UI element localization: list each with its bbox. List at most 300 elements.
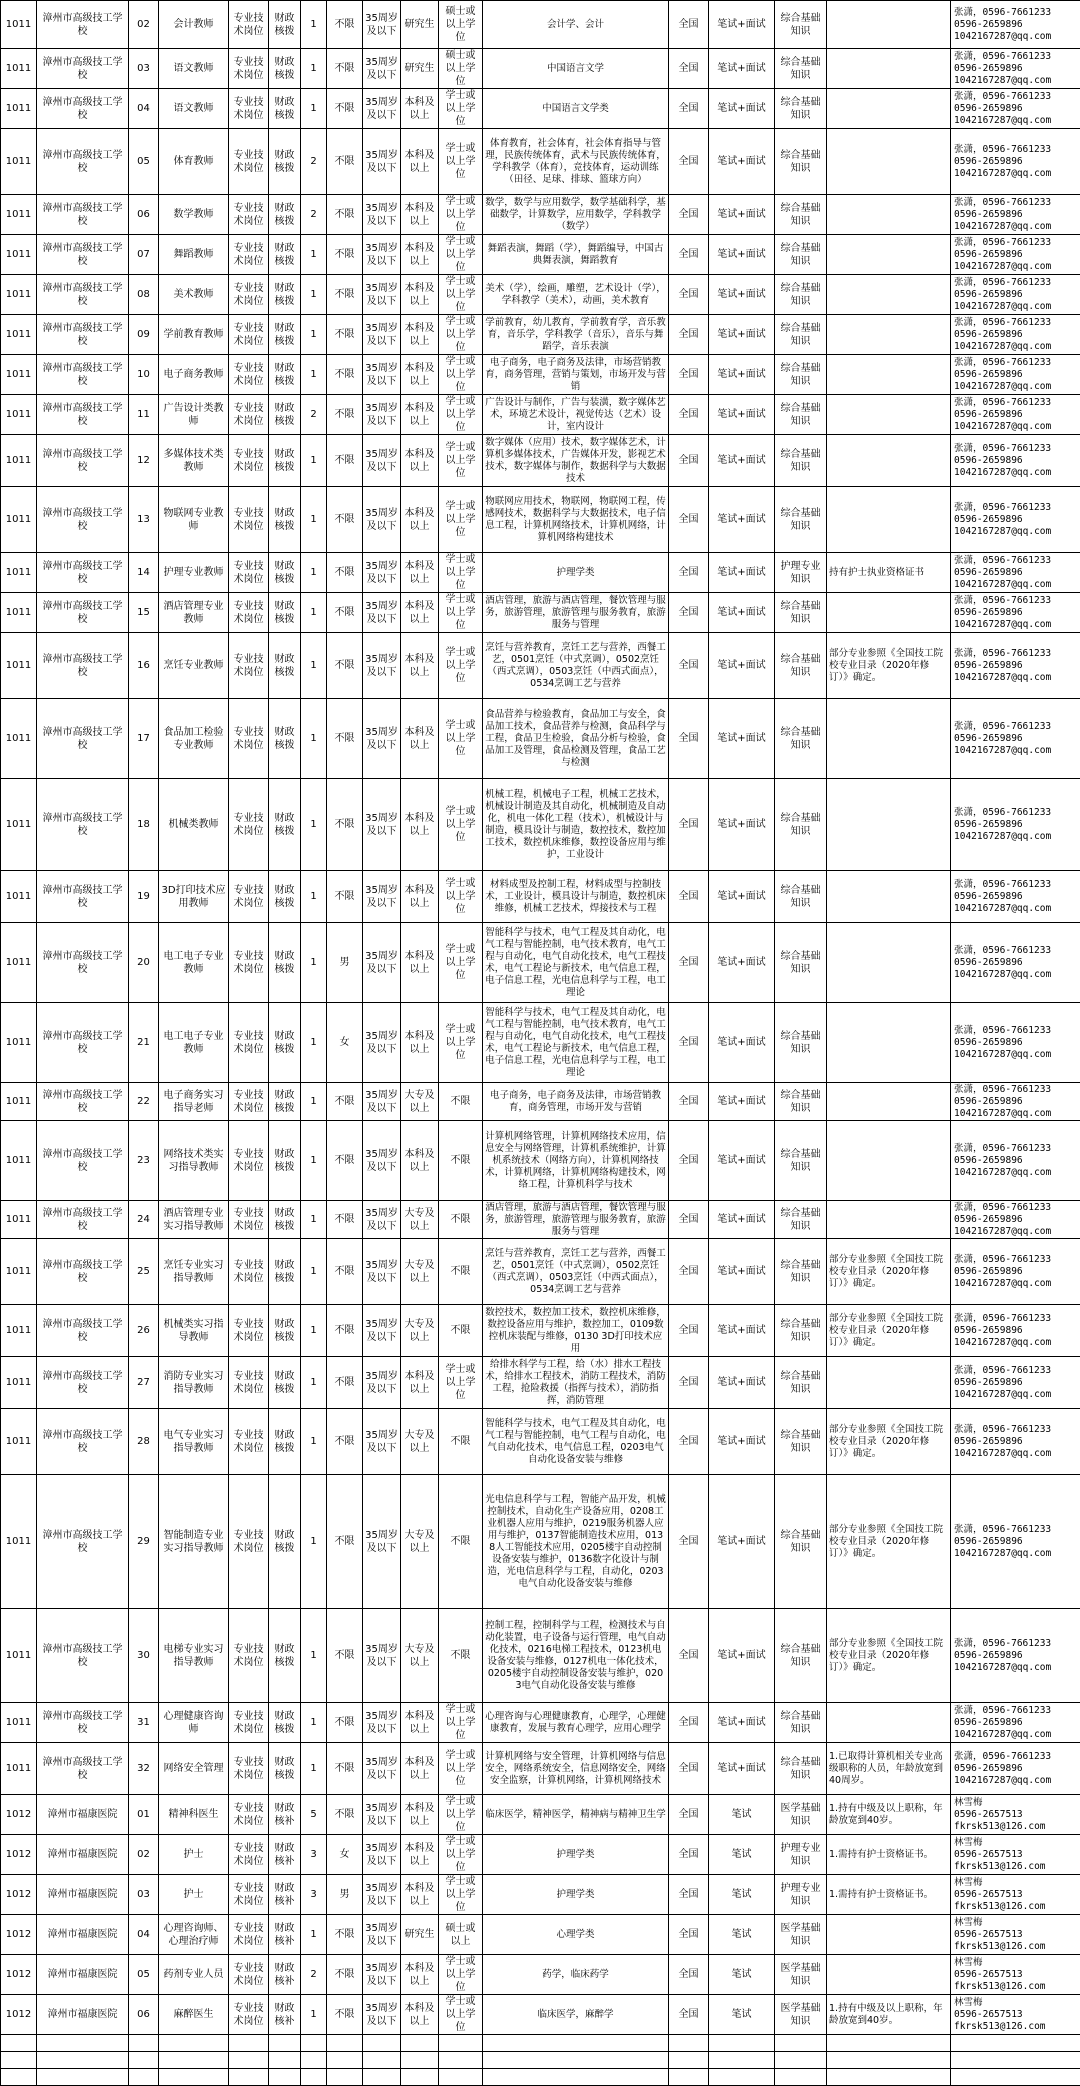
- age-cell: 35周岁及以下: [363, 553, 401, 593]
- post-code-cell: 29: [129, 1475, 159, 1609]
- exam-subject-cell: 综合基础知识: [775, 593, 827, 633]
- unit-name-cell: 漳州市高级技工学校: [37, 395, 129, 435]
- hire-count-cell: 1: [301, 1357, 327, 1409]
- contact-email: 1042167287@qq.com: [954, 619, 1078, 631]
- contact-cell: [951, 1875, 1080, 1915]
- exam-method-cell: 笔试+面试: [709, 1409, 775, 1475]
- contact-email: fkrsk513@126.com: [954, 1821, 1078, 1833]
- education-cell: 研究生: [401, 49, 439, 89]
- contact-cell: [951, 355, 1080, 395]
- contact-phone: 0596-2659896: [954, 1436, 1078, 1448]
- note-cell: [827, 779, 951, 871]
- contact-phone: 0596-2659896: [954, 156, 1078, 168]
- age-cell: 35周岁及以下: [363, 1915, 401, 1955]
- table-row: [1, 1995, 1080, 2035]
- contact-cell: [951, 1795, 1080, 1835]
- note-cell: [827, 699, 951, 779]
- gender-cell: 不限: [327, 49, 363, 89]
- age-cell: 35周岁及以下: [363, 395, 401, 435]
- hire-count-cell: 1: [301, 89, 327, 129]
- contact-email: 1042167287@qq.com: [954, 1167, 1078, 1179]
- unit-code-cell: 1011: [1, 1305, 37, 1357]
- table-row: [1, 1703, 1080, 1743]
- age-cell: 35周岁及以下: [363, 593, 401, 633]
- degree-cell: 学士或以上学位: [439, 235, 483, 275]
- unit-name-cell: 漳州市高级技工学校: [37, 315, 129, 355]
- gender-cell: 不限: [327, 553, 363, 593]
- table-row: [1, 1915, 1080, 1955]
- funding-cell: 财政核拨: [269, 1121, 301, 1201]
- unit-name-cell: 漳州市高级技工学校: [37, 593, 129, 633]
- table-row: [1, 1409, 1080, 1475]
- unit-code-cell: 1012: [1, 1835, 37, 1875]
- degree-cell: 学士或以上学位: [439, 487, 483, 553]
- funding-cell: 财政核拨: [269, 1, 301, 49]
- post-code-cell: 18: [129, 779, 159, 871]
- education-cell: 本科及以上: [401, 593, 439, 633]
- age-cell: 35周岁及以下: [363, 1121, 401, 1201]
- education-cell: 本科及以上: [401, 395, 439, 435]
- unit-code-cell: 1011: [1, 1, 37, 49]
- hire-count-cell: 1: [301, 553, 327, 593]
- contact-email: 1042167287@qq.com: [954, 1049, 1078, 1061]
- unit-code-cell: 1011: [1, 49, 37, 89]
- post-name-cell: 多媒体技术类教师: [159, 435, 229, 487]
- empty-cell: [1, 2052, 37, 2069]
- exam-method-cell: 笔试: [709, 1875, 775, 1915]
- contact-cell: [951, 49, 1080, 89]
- exam-method-cell: 笔试+面试: [709, 1003, 775, 1083]
- empty-cell: [363, 2069, 401, 2086]
- table-row: [1, 1121, 1080, 1201]
- exam-subject-cell: 医学基础知识: [775, 1955, 827, 1995]
- contact-email: 1042167287@qq.com: [954, 301, 1078, 313]
- age-cell: 35周岁及以下: [363, 1083, 401, 1121]
- note-cell: 部分专业参照《全国技工院校专业目录（2020年修订）》确定。: [827, 1475, 951, 1609]
- contact-email: fkrsk513@126.com: [954, 1941, 1078, 1953]
- contact-cell: [951, 1475, 1080, 1609]
- empty-cell: [301, 2069, 327, 2086]
- table-row: [1, 1357, 1080, 1409]
- exam-subject-cell: 综合基础知识: [775, 1083, 827, 1121]
- contact-phone: 0596-2659896: [954, 409, 1078, 421]
- contact-email: 1042167287@qq.com: [954, 579, 1078, 591]
- age-cell: 35周岁及以下: [363, 487, 401, 553]
- region-cell: 全国: [669, 129, 709, 195]
- post-type-cell: 专业技术岗位: [229, 1955, 269, 1995]
- contact-cell: [951, 89, 1080, 129]
- contact-email: 1042167287@qq.com: [954, 221, 1078, 233]
- region-cell: 全国: [669, 1409, 709, 1475]
- contact-name: 张潇，0596-7661233: [954, 144, 1078, 156]
- hire-count-cell: 1: [301, 1915, 327, 1955]
- age-cell: 35周岁及以下: [363, 1, 401, 49]
- exam-subject-cell: 医学基础知识: [775, 1795, 827, 1835]
- contact-name: 张潇，0596-7661233: [954, 1313, 1078, 1325]
- age-cell: 35周岁及以下: [363, 1703, 401, 1743]
- post-code-cell: 32: [129, 1743, 159, 1795]
- unit-name-cell: 漳州市高级技工学校: [37, 89, 129, 129]
- region-cell: 全国: [669, 315, 709, 355]
- degree-cell: 学士或以上学位: [439, 1955, 483, 1995]
- hire-count-cell: 1: [301, 1743, 327, 1795]
- empty-cell: [363, 2035, 401, 2052]
- hire-count-cell: 1: [301, 315, 327, 355]
- empty-cell: [1, 2035, 37, 2052]
- major-cell: 数字媒体（应用）技术，数字媒体艺术，计算机多媒体技术，广告媒体开发，影视艺术技术，数字媒体与制作，数据科学与大数据技术: [483, 435, 669, 487]
- major-cell: 电子商务，电子商务及法律，市场营销教育，商务管理，市场开发与营销: [483, 1083, 669, 1121]
- contact-phone: 0596-2659896: [954, 819, 1078, 831]
- table-row: [1, 129, 1080, 195]
- contact-name: 张潇，0596-7661233: [954, 397, 1078, 409]
- hire-count-cell: 1: [301, 1121, 327, 1201]
- contact-email: 1042167287@qq.com: [954, 1337, 1078, 1349]
- post-code-cell: 26: [129, 1305, 159, 1357]
- age-cell: 35周岁及以下: [363, 1835, 401, 1875]
- region-cell: 全国: [669, 1003, 709, 1083]
- empty-cell: [483, 2035, 669, 2052]
- post-type-cell: 专业技术岗位: [229, 1703, 269, 1743]
- contact-name: 张潇，0596-7661233: [954, 1202, 1078, 1214]
- contact-name: 张潇，0596-7661233: [954, 1143, 1078, 1155]
- gender-cell: 不限: [327, 355, 363, 395]
- unit-code-cell: 1011: [1, 699, 37, 779]
- education-cell: 大专及以上: [401, 1609, 439, 1703]
- age-cell: 35周岁及以下: [363, 1875, 401, 1915]
- contact-cell: [951, 1003, 1080, 1083]
- contact-phone: 0596-2659896: [954, 891, 1078, 903]
- post-code-cell: 21: [129, 1003, 159, 1083]
- education-cell: 本科及以上: [401, 315, 439, 355]
- note-cell: [827, 1915, 951, 1955]
- exam-subject-cell: 综合基础知识: [775, 1201, 827, 1239]
- contact-name: 张潇，0596-7661233: [954, 945, 1078, 957]
- exam-subject-cell: 综合基础知识: [775, 1305, 827, 1357]
- post-code-cell: 27: [129, 1357, 159, 1409]
- post-code-cell: 06: [129, 1995, 159, 2035]
- gender-cell: 不限: [327, 871, 363, 923]
- degree-cell: 学士或以上学位: [439, 195, 483, 235]
- major-cell: 临床医学，精神医学，精神病与精神卫生学: [483, 1795, 669, 1835]
- empty-cell: [159, 2035, 229, 2052]
- major-cell: 计算机网络管理，计算机网络技术应用，信息安全与网络管理，计算机系统维护，计算机系统技术（网络方向），计算机网络技术，计算机网络，计算机网络构建技术，网络工程，计算机科学与技术: [483, 1121, 669, 1201]
- region-cell: 全国: [669, 395, 709, 435]
- table-row: [1, 1201, 1080, 1239]
- post-type-cell: 专业技术岗位: [229, 593, 269, 633]
- funding-cell: 财政核补: [269, 1915, 301, 1955]
- post-code-cell: 25: [129, 1239, 159, 1305]
- major-cell: 心理咨询与心理健康教育，心理学，心理健康教育，发展与教育心理学，应用心理学: [483, 1703, 669, 1743]
- degree-cell: 不限: [439, 1409, 483, 1475]
- post-name-cell: 电工电子专业教师: [159, 1003, 229, 1083]
- table-row: [1, 1475, 1080, 1609]
- degree-cell: 学士或以上学位: [439, 553, 483, 593]
- contact-name: 张潇，0596-7661233: [954, 1524, 1078, 1536]
- major-cell: 酒店管理，旅游与酒店管理，餐饮管理与服务，旅游管理，旅游管理与服务教育，旅游服务与管理: [483, 1201, 669, 1239]
- education-cell: 本科及以上: [401, 129, 439, 195]
- unit-name-cell: 漳州市高级技工学校: [37, 1609, 129, 1703]
- contact-email: 1042167287@qq.com: [954, 421, 1078, 433]
- post-name-cell: 电子商务实习指导老师: [159, 1083, 229, 1121]
- hire-count-cell: 1: [301, 1995, 327, 2035]
- contact-phone: 0596-2659896: [954, 249, 1078, 261]
- region-cell: 全国: [669, 1083, 709, 1121]
- empty-cell: [327, 2052, 363, 2069]
- table-row: [1, 1835, 1080, 1875]
- post-name-cell: 机械类实习指导教师: [159, 1305, 229, 1357]
- contact-name: 张潇，0596-7661233: [954, 879, 1078, 891]
- education-cell: 本科及以上: [401, 355, 439, 395]
- contact-phone: 0596-2659896: [954, 63, 1078, 75]
- exam-subject-cell: 综合基础知识: [775, 1357, 827, 1409]
- education-cell: 本科及以上: [401, 699, 439, 779]
- major-cell: 药学，临床药学: [483, 1955, 669, 1995]
- empty-cell: [669, 2052, 709, 2069]
- note-cell: 1.需持有护士资格证书。: [827, 1875, 951, 1915]
- region-cell: 全国: [669, 699, 709, 779]
- degree-cell: 学士或以上学位: [439, 1995, 483, 2035]
- contact-cell: [951, 1083, 1080, 1121]
- contact-cell: [951, 195, 1080, 235]
- note-cell: [827, 1201, 951, 1239]
- contact-name: 张潇，0596-7661233: [954, 1751, 1078, 1763]
- note-cell: [827, 1, 951, 49]
- post-name-cell: 3D打印技术应用教师: [159, 871, 229, 923]
- unit-code-cell: 1011: [1, 1409, 37, 1475]
- hire-count-cell: 1: [301, 1475, 327, 1609]
- degree-cell: 学士或以上学位: [439, 89, 483, 129]
- unit-name-cell: 漳州市高级技工学校: [37, 1703, 129, 1743]
- post-type-cell: 专业技术岗位: [229, 1409, 269, 1475]
- degree-cell: 学士或以上学位: [439, 1003, 483, 1083]
- education-cell: 本科及以上: [401, 1875, 439, 1915]
- table-row: [1, 435, 1080, 487]
- age-cell: 35周岁及以下: [363, 1609, 401, 1703]
- funding-cell: 财政核拨: [269, 235, 301, 275]
- age-cell: 35周岁及以下: [363, 1955, 401, 1995]
- contact-cell: [951, 1121, 1080, 1201]
- hire-count-cell: 1: [301, 487, 327, 553]
- unit-name-cell: 漳州市高级技工学校: [37, 49, 129, 89]
- table-row: [1, 1083, 1080, 1121]
- degree-cell: 学士或以上学位: [439, 593, 483, 633]
- education-cell: 研究生: [401, 1, 439, 49]
- funding-cell: 财政核拨: [269, 195, 301, 235]
- age-cell: 35周岁及以下: [363, 1305, 401, 1357]
- note-cell: [827, 1121, 951, 1201]
- major-cell: 数控技术，数控加工技术，数控机床维修，数控设备应用与维护，数控加工，0109数控机床装配与维修，0130 3D打印技术应用: [483, 1305, 669, 1357]
- gender-cell: 不限: [327, 1795, 363, 1835]
- empty-row: [1, 2069, 1080, 2086]
- funding-cell: 财政核拨: [269, 1743, 301, 1795]
- post-code-cell: 10: [129, 355, 159, 395]
- age-cell: 35周岁及以下: [363, 355, 401, 395]
- contact-phone: 0596-2659896: [954, 1763, 1078, 1775]
- table-row: [1, 1795, 1080, 1835]
- education-cell: 本科及以上: [401, 1003, 439, 1083]
- funding-cell: 财政核拨: [269, 699, 301, 779]
- post-code-cell: 08: [129, 275, 159, 315]
- exam-subject-cell: 综合基础知识: [775, 699, 827, 779]
- post-type-cell: 专业技术岗位: [229, 49, 269, 89]
- gender-cell: 不限: [327, 89, 363, 129]
- post-code-cell: 28: [129, 1409, 159, 1475]
- exam-method-cell: 笔试+面试: [709, 1, 775, 49]
- age-cell: 35周岁及以下: [363, 1995, 401, 2035]
- major-cell: 护理学类: [483, 1835, 669, 1875]
- age-cell: 35周岁及以下: [363, 1475, 401, 1609]
- post-name-cell: 机械类教师: [159, 779, 229, 871]
- post-code-cell: 05: [129, 1955, 159, 1995]
- unit-name-cell: 漳州市高级技工学校: [37, 871, 129, 923]
- gender-cell: 不限: [327, 315, 363, 355]
- exam-method-cell: 笔试+面试: [709, 923, 775, 1003]
- contact-name: 张潇，0596-7661233: [954, 595, 1078, 607]
- major-cell: 美术（学），绘画，雕塑，艺术设计（学），学科教学（美术），动画，美术教育: [483, 275, 669, 315]
- gender-cell: 不限: [327, 779, 363, 871]
- degree-cell: 学士或以上学位: [439, 315, 483, 355]
- degree-cell: 学士或以上学位: [439, 1357, 483, 1409]
- region-cell: 全国: [669, 1703, 709, 1743]
- exam-subject-cell: 综合基础知识: [775, 355, 827, 395]
- post-type-cell: 专业技术岗位: [229, 1239, 269, 1305]
- note-cell: 部分专业参照《全国技工院校专业目录（2020年修订）》确定。: [827, 1239, 951, 1305]
- hire-count-cell: 2: [301, 395, 327, 435]
- region-cell: 全国: [669, 1305, 709, 1357]
- gender-cell: 不限: [327, 395, 363, 435]
- exam-method-cell: 笔试+面试: [709, 1201, 775, 1239]
- contact-cell: [951, 1357, 1080, 1409]
- exam-subject-cell: 综合基础知识: [775, 1743, 827, 1795]
- unit-code-cell: 1011: [1, 1121, 37, 1201]
- note-cell: [827, 315, 951, 355]
- empty-cell: [669, 2069, 709, 2086]
- note-cell: [827, 49, 951, 89]
- unit-code-cell: 1011: [1, 593, 37, 633]
- region-cell: 全国: [669, 871, 709, 923]
- education-cell: 大专及以上: [401, 1305, 439, 1357]
- contact-cell: [951, 395, 1080, 435]
- post-code-cell: 02: [129, 1835, 159, 1875]
- age-cell: 35周岁及以下: [363, 1743, 401, 1795]
- note-cell: 部分专业参照《全国技工院校专业目录（2020年修订）》确定。: [827, 633, 951, 699]
- hire-count-cell: 1: [301, 779, 327, 871]
- contact-email: 1042167287@qq.com: [954, 831, 1078, 843]
- exam-subject-cell: 护理专业知识: [775, 553, 827, 593]
- education-cell: 本科及以上: [401, 553, 439, 593]
- contact-name: 张潇，0596-7661233: [954, 1705, 1078, 1717]
- exam-method-cell: 笔试: [709, 1955, 775, 1995]
- funding-cell: 财政核拨: [269, 355, 301, 395]
- empty-cell: [709, 2035, 775, 2052]
- unit-code-cell: 1011: [1, 1239, 37, 1305]
- post-code-cell: 16: [129, 633, 159, 699]
- note-cell: [827, 395, 951, 435]
- degree-cell: 硕士或以上学位: [439, 49, 483, 89]
- major-cell: 智能科学与技术，电气工程及其自动化，电气工程与智能控制，电气工程与自动化，电气自动化技术，电气信息工程，0203电气自动化设备安装与维修: [483, 1409, 669, 1475]
- gender-cell: 不限: [327, 1915, 363, 1955]
- degree-cell: 学士或以上学位: [439, 435, 483, 487]
- contact-email: 1042167287@qq.com: [954, 381, 1078, 393]
- contact-cell: [951, 1835, 1080, 1875]
- post-name-cell: 心理健康咨询师: [159, 1703, 229, 1743]
- table-row: [1, 1003, 1080, 1083]
- empty-cell: [401, 2069, 439, 2086]
- post-code-cell: 20: [129, 923, 159, 1003]
- exam-subject-cell: 综合基础知识: [775, 871, 827, 923]
- contact-phone: 0596-2657513: [954, 1969, 1078, 1981]
- contact-email: 1042167287@qq.com: [954, 526, 1078, 538]
- exam-method-cell: 笔试+面试: [709, 1703, 775, 1743]
- note-cell: [827, 129, 951, 195]
- major-cell: 数学，数学与应用数学，数学基础科学，基础数学，计算数学，应用数学，学科教学（数学）: [483, 195, 669, 235]
- education-cell: 本科及以上: [401, 1795, 439, 1835]
- contact-name: 张潇，0596-7661233: [954, 1254, 1078, 1266]
- region-cell: 全国: [669, 49, 709, 89]
- contact-email: 1042167287@qq.com: [954, 1775, 1078, 1787]
- funding-cell: 财政核拨: [269, 593, 301, 633]
- table-row: [1, 1, 1080, 49]
- exam-method-cell: 笔试+面试: [709, 779, 775, 871]
- empty-cell: [129, 2035, 159, 2052]
- exam-method-cell: 笔试+面试: [709, 1357, 775, 1409]
- exam-method-cell: 笔试+面试: [709, 235, 775, 275]
- contact-phone: 0596-2659896: [954, 514, 1078, 526]
- unit-name-cell: 漳州市高级技工学校: [37, 633, 129, 699]
- empty-cell: [301, 2052, 327, 2069]
- gender-cell: 不限: [327, 1475, 363, 1609]
- unit-name-cell: 漳州市高级技工学校: [37, 1409, 129, 1475]
- degree-cell: 硕士或以上学位: [439, 1, 483, 49]
- contact-cell: [951, 1305, 1080, 1357]
- education-cell: 本科及以上: [401, 1703, 439, 1743]
- unit-name-cell: 漳州市高级技工学校: [37, 129, 129, 195]
- hire-count-cell: 1: [301, 923, 327, 1003]
- empty-cell: [709, 2069, 775, 2086]
- note-cell: [827, 1357, 951, 1409]
- contact-name: 张潇，0596-7661233: [954, 91, 1078, 103]
- contact-name: 张潇，0596-7661233: [954, 237, 1078, 249]
- funding-cell: 财政核拨: [269, 923, 301, 1003]
- funding-cell: 财政核拨: [269, 1409, 301, 1475]
- unit-name-cell: 漳州市高级技工学校: [37, 1201, 129, 1239]
- education-cell: 本科及以上: [401, 1121, 439, 1201]
- contact-name: 张潇，0596-7661233: [954, 502, 1078, 514]
- contact-cell: [951, 1201, 1080, 1239]
- unit-code-cell: 1012: [1, 1875, 37, 1915]
- table-row: [1, 1875, 1080, 1915]
- unit-code-cell: 1011: [1, 1475, 37, 1609]
- post-type-cell: 专业技术岗位: [229, 871, 269, 923]
- funding-cell: 财政核拨: [269, 1003, 301, 1083]
- contact-name: 张潇，0596-7661233: [954, 648, 1078, 660]
- region-cell: 全国: [669, 1239, 709, 1305]
- exam-subject-cell: 综合基础知识: [775, 129, 827, 195]
- contact-phone: 0596-2659896: [954, 1266, 1078, 1278]
- post-type-cell: 专业技术岗位: [229, 1609, 269, 1703]
- gender-cell: 女: [327, 1003, 363, 1083]
- exam-subject-cell: 综合基础知识: [775, 315, 827, 355]
- contact-cell: [951, 275, 1080, 315]
- unit-code-cell: 1012: [1, 1795, 37, 1835]
- region-cell: 全国: [669, 275, 709, 315]
- unit-code-cell: 1012: [1, 1915, 37, 1955]
- note-cell: [827, 235, 951, 275]
- degree-cell: 学士或以上学位: [439, 1875, 483, 1915]
- post-type-cell: 专业技术岗位: [229, 1003, 269, 1083]
- post-name-cell: 物联网专业教师: [159, 487, 229, 553]
- unit-code-cell: 1012: [1, 1995, 37, 2035]
